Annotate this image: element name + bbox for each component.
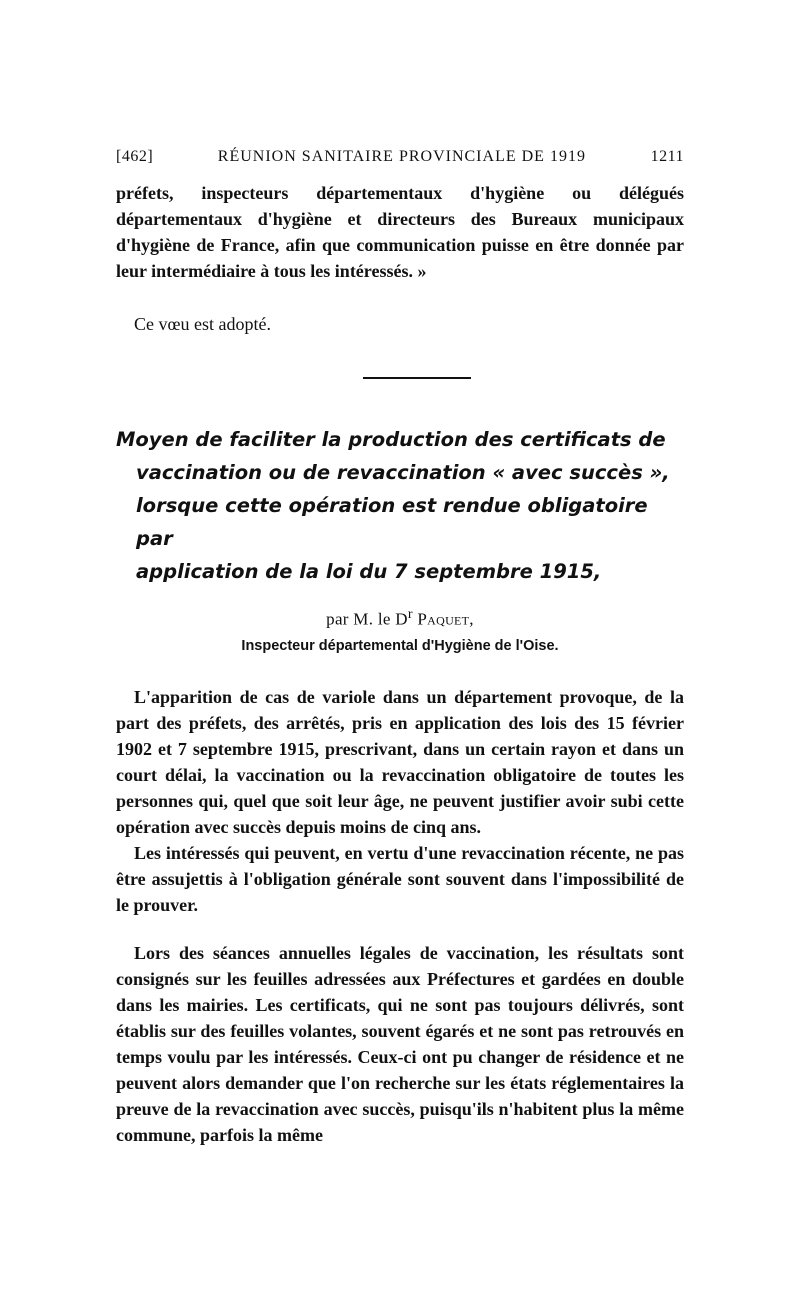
continued-paragraph: préfets, inspecteurs départementaux d'hygiène ou délégués départementaux d'hygiène et directeurs des Bureaux municipaux d'hygiène de France, afin que communication puisse en être donnée par leur intermédiaire à tous les intéressés. » bbox=[116, 183, 684, 281]
section-title-line-2: vaccination ou de revaccination « avec succès », bbox=[136, 461, 670, 484]
paragraph-gap bbox=[116, 918, 684, 940]
byline-superscript: r bbox=[407, 606, 413, 622]
body-paragraph-1: L'apparition de cas de variole dans un département provoque, de la part des préfets, des arrêtés, pris en application des lois des 15 février 1902 et 7 septembre 1915, prescrivant, dans un certain rayon et dans un court délai, la vaccination ou la revaccination obligatoire de toutes les personnes qui, quel que soit leur âge, ne peuvent justifier avoir subi cette opération avec succès depuis moins de cinq ans. bbox=[116, 686, 684, 837]
running-head-title: RÉUNION SANITAIRE PROVINCIALE DE 1919 bbox=[217, 148, 586, 165]
byline-prefix: par M. le D bbox=[326, 609, 408, 629]
page-number: 1211 bbox=[650, 148, 684, 165]
vote-text: Ce vœu est adopté. bbox=[134, 314, 271, 334]
section-title bbox=[116, 423, 684, 588]
section-title-line-3: lorsque cette opération est rendue obligatoire par bbox=[136, 494, 648, 550]
running-head-left: [462] bbox=[116, 148, 154, 165]
body-paragraph-3: Lors des séances annuelles légales de vaccination, les résultats sont consignés sur les feuilles adressées aux Préfectures et gardées en double dans les mairies. Les certificats, qui ne sont pas toujours délivrés, sont établis sur des feuilles volantes, souvent égarés et ne sont pas retrouvés en temps voulu par les intéressés. Ceux-ci ont pu changer de résidence et ne peuvent alors demander que l'on recherche sur les états réglementaires la preuve de la revaccination avec succès, puisqu'ils n'habitent plus la même commune, parfois la même bbox=[116, 942, 684, 1145]
author-byline bbox=[116, 606, 684, 630]
section-divider bbox=[363, 377, 471, 379]
body-paragraph-2: Les intéressés qui peuvent, en vertu d'une revaccination récente, ne pas être assujettis à l'obligation générale sont souvent dans l'impossibilité de le prouver. bbox=[116, 842, 684, 915]
author-affiliation: Inspecteur départemental d'Hygiène de l'Oise. bbox=[241, 637, 559, 654]
book-page bbox=[116, 148, 684, 1148]
running-head bbox=[116, 148, 684, 166]
author-name: Paquet, bbox=[417, 609, 474, 629]
section-title-line-4: application de la loi du 7 septembre 1915, bbox=[136, 560, 602, 583]
section-title-line-1: Moyen de faciliter la production des certificats de bbox=[116, 428, 666, 451]
